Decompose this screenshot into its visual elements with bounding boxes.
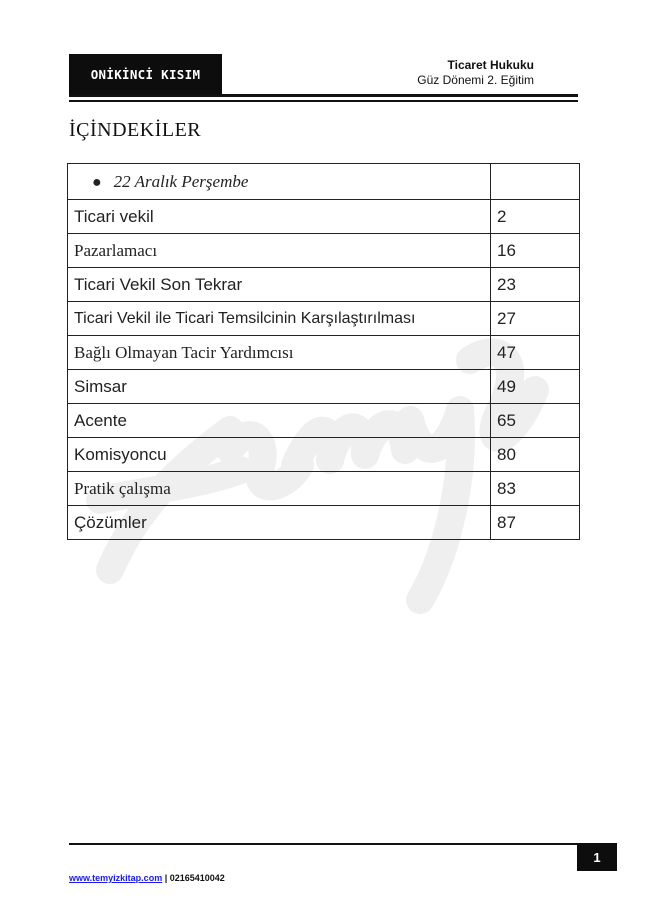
toc-row[interactable]: [68, 200, 580, 234]
toc-entry-title: Ticari Vekil Son Tekrar: [68, 268, 491, 302]
toc-row[interactable]: [68, 370, 580, 404]
toc-row[interactable]: [68, 268, 580, 302]
footer-text: [69, 873, 225, 883]
toc-entry-page: 49: [491, 370, 580, 404]
toc-row[interactable]: [68, 404, 580, 438]
toc-entry-page: 83: [491, 472, 580, 506]
toc-group-cell: [68, 164, 491, 200]
toc-entry-page: 27: [491, 302, 580, 336]
toc-entry-title: Pazarlamacı: [68, 234, 491, 268]
toc-group-page: [491, 164, 580, 200]
toc-entry-title: Ticari Vekil ile Ticari Temsilcinin Karşılaştırılması: [68, 302, 491, 336]
toc-entry-page: 23: [491, 268, 580, 302]
page-number-box: [577, 843, 617, 871]
toc-row[interactable]: [68, 302, 580, 336]
toc-row[interactable]: [68, 438, 580, 472]
toc-entry-page: 16: [491, 234, 580, 268]
phone-number: 02165410042: [169, 873, 225, 883]
toc-entry-page: 65: [491, 404, 580, 438]
toc-entry-page: 47: [491, 336, 580, 370]
toc-entry-title: Pratik çalışma: [68, 472, 491, 506]
toc-row[interactable]: [68, 234, 580, 268]
bullet-icon: ●: [92, 173, 102, 191]
section-label: ONİKİNCİ KISIM: [90, 66, 201, 82]
course-title: Ticaret Hukuku: [447, 58, 534, 72]
toc-row[interactable]: [68, 506, 580, 540]
toc-entry-title: Ticari vekil: [68, 200, 491, 234]
toc-table: [67, 163, 580, 540]
toc-heading: İÇİNDEKİLER: [69, 119, 202, 141]
footer-separator: |: [162, 873, 170, 883]
section-label-tab: [69, 54, 222, 94]
toc-entry-title: Acente: [68, 404, 491, 438]
toc-group-row: [68, 164, 580, 200]
page-number: 1: [593, 849, 601, 865]
toc-entry-title: Komisyoncu: [68, 438, 491, 472]
toc-entry-title: Bağlı Olmayan Tacir Yardımcısı: [68, 336, 491, 370]
header-rule-thin: [69, 100, 578, 102]
toc-entry-title: Simsar: [68, 370, 491, 404]
course-subtitle: Güz Dönemi 2. Eğitim: [417, 73, 534, 87]
toc-entry-title: Çözümler: [68, 506, 491, 540]
toc-row[interactable]: [68, 336, 580, 370]
toc-entry-page: 2: [491, 200, 580, 234]
header-rule-thick: [69, 94, 578, 97]
toc-group-title: 22 Aralık Perşembe: [113, 171, 249, 191]
footer-rule: [69, 843, 577, 845]
toc-entry-page: 87: [491, 506, 580, 540]
toc-entry-page: 80: [491, 438, 580, 472]
website-link[interactable]: www.temyizkitap.com: [69, 873, 163, 883]
course-info: [417, 58, 534, 88]
toc-row[interactable]: [68, 472, 580, 506]
